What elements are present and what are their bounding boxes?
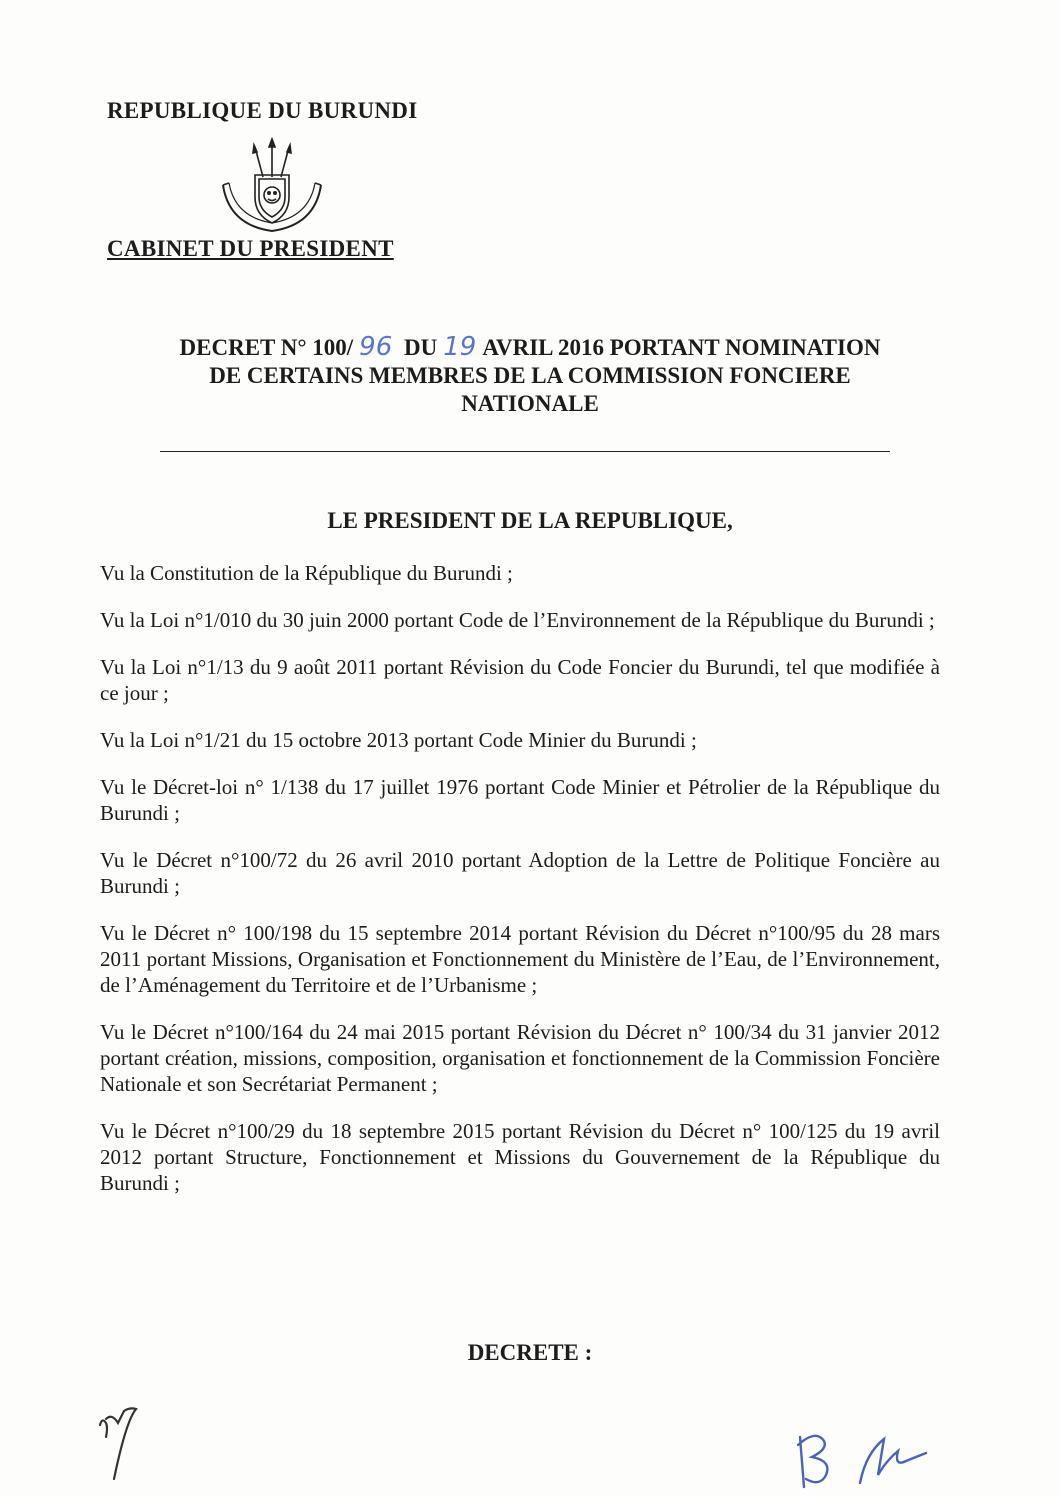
visa-paragraph: Vu le Décret n°100/72 du 26 avril 2010 portant Adoption de la Lettre de Politique Foncière au Burundi ; <box>100 848 940 898</box>
title-line-3: NATIONALE <box>461 391 599 416</box>
visa-paragraph: Vu le Décret-loi n° 1/138 du 17 juillet 1976 portant Code Minier et Pétrolier de la République du Burundi ; <box>100 775 940 825</box>
visa-paragraph: Vu la Constitution de la République du Burundi ; <box>100 561 513 585</box>
decree-title <box>100 333 960 418</box>
visa-paragraph: Vu le Décret n° 100/198 du 15 septembre 2014 portant Révision du Décret n°100/95 du 28 mars 2011 portant Missions, Organisation et Fonctionnement du Ministère de l’Eau, de l’Environnement, de l’Aménagement du Territoire et de l’Urbanisme ; <box>100 921 940 997</box>
handwritten-initials-right-icon <box>790 1425 940 1495</box>
header-cabinet: CABINET DU PRESIDENT <box>107 236 394 261</box>
coat-of-arms-emblem-icon <box>215 137 330 237</box>
title-rule <box>160 451 890 452</box>
title-du: DU <box>404 335 438 360</box>
visas-list <box>100 560 940 1217</box>
header-republic: REPUBLIQUE DU BURUNDI <box>107 98 418 123</box>
visa-paragraph: Vu le Décret n°100/29 du 18 septembre 2015 portant Révision du Décret n° 100/125 du 19 avril 2012 portant Structure, Fonctionnement et Missions du Gouvernement de la République du Burundi ; <box>100 1119 940 1195</box>
handwritten-initial-left-icon <box>88 1405 158 1493</box>
handwritten-day: 19 <box>443 332 477 362</box>
handwritten-decree-number: 96 <box>359 332 393 362</box>
title-line1-rest: AVRIL 2016 PORTANT NOMINATION <box>482 335 881 360</box>
president-heading: LE PRESIDENT DE LA REPUBLIQUE, <box>327 508 733 533</box>
decrete-heading: DECRETE : <box>467 1340 593 1365</box>
visa-paragraph: Vu la Loi n°1/010 du 30 juin 2000 portant Code de l’Environnement de la République du Burundi ; <box>100 608 935 632</box>
title-line-1 <box>100 333 960 362</box>
visa-paragraph: Vu le Décret n°100/164 du 24 mai 2015 portant Révision du Décret n° 100/34 du 31 janvier 2012 portant création, missions, composition, organisation et fonctionnement de la Commission Foncière Nationale et son Secrétariat Permanent ; <box>100 1020 940 1096</box>
visa-paragraph: Vu la Loi n°1/21 du 15 octobre 2013 portant Code Minier du Burundi ; <box>100 728 697 752</box>
title-line-2: DE CERTAINS MEMBRES DE LA COMMISSION FONCIERE <box>209 363 851 388</box>
visa-paragraph: Vu la Loi n°1/13 du 9 août 2011 portant Révision du Code Foncier du Burundi, tel que modifiée à ce jour ; <box>100 655 940 705</box>
title-prefix: DECRET N° 100/ <box>179 335 354 360</box>
